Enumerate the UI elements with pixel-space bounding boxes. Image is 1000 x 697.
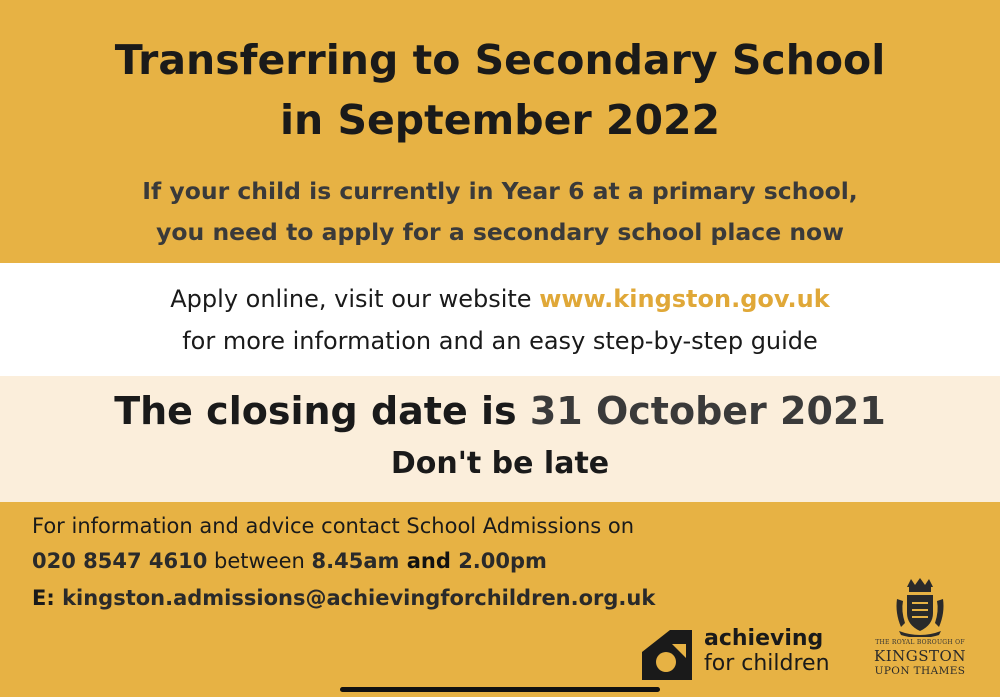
subtitle-line-1: If your child is currently in Year 6 at a primary school, <box>142 177 858 205</box>
afc-line-2: for children <box>704 651 830 676</box>
title-line-1: Transferring to Secondary School <box>114 36 886 84</box>
afc-wordmark <box>704 626 830 676</box>
home-indicator[interactable] <box>340 687 660 692</box>
contact-line-3 <box>32 583 655 613</box>
closing-prefix: The closing date is <box>114 389 530 433</box>
dont-be-late: Don't be late <box>390 446 610 481</box>
between-text: between <box>207 549 312 573</box>
email-label: E: <box>32 586 63 610</box>
closing-date-line <box>0 384 1000 438</box>
time-end: 2.00pm <box>458 549 547 573</box>
website-link[interactable]: www.kingston.gov.uk <box>539 285 830 313</box>
apply-line-2: for more information and an easy step-by-step guide <box>182 327 818 355</box>
time-start: 8.45am <box>311 549 400 573</box>
afc-logo-icon <box>642 630 692 680</box>
contact-line-1: For information and advice contact School Admissions on <box>32 514 635 538</box>
coat-of-arms-icon <box>893 577 947 637</box>
afc-line-1: achieving <box>704 626 824 651</box>
rbk-main-text: KINGSTON <box>874 647 966 665</box>
contact-line-2 <box>32 546 547 576</box>
royal-borough-kingston-logo <box>865 577 975 687</box>
title-line-2: in September 2022 <box>279 96 721 144</box>
apply-band <box>0 263 1000 376</box>
phone-number[interactable]: 020 8547 4610 <box>32 549 208 573</box>
achieving-for-children-logo <box>642 626 852 682</box>
apply-prefix: Apply online, visit our website <box>170 285 540 313</box>
rbk-sub-text: UPON THAMES <box>874 665 966 677</box>
rbk-small-text: THE ROYAL BOROUGH OF <box>875 639 965 646</box>
and-text: and <box>399 549 459 573</box>
subtitle-line-2: you need to apply for a secondary school place now <box>156 218 844 246</box>
apply-line-1 <box>0 282 1000 316</box>
closing-date: 31 October 2021 <box>529 389 886 433</box>
email-link[interactable]: kingston.admissions@achievingforchildren.org.uk <box>62 586 656 610</box>
